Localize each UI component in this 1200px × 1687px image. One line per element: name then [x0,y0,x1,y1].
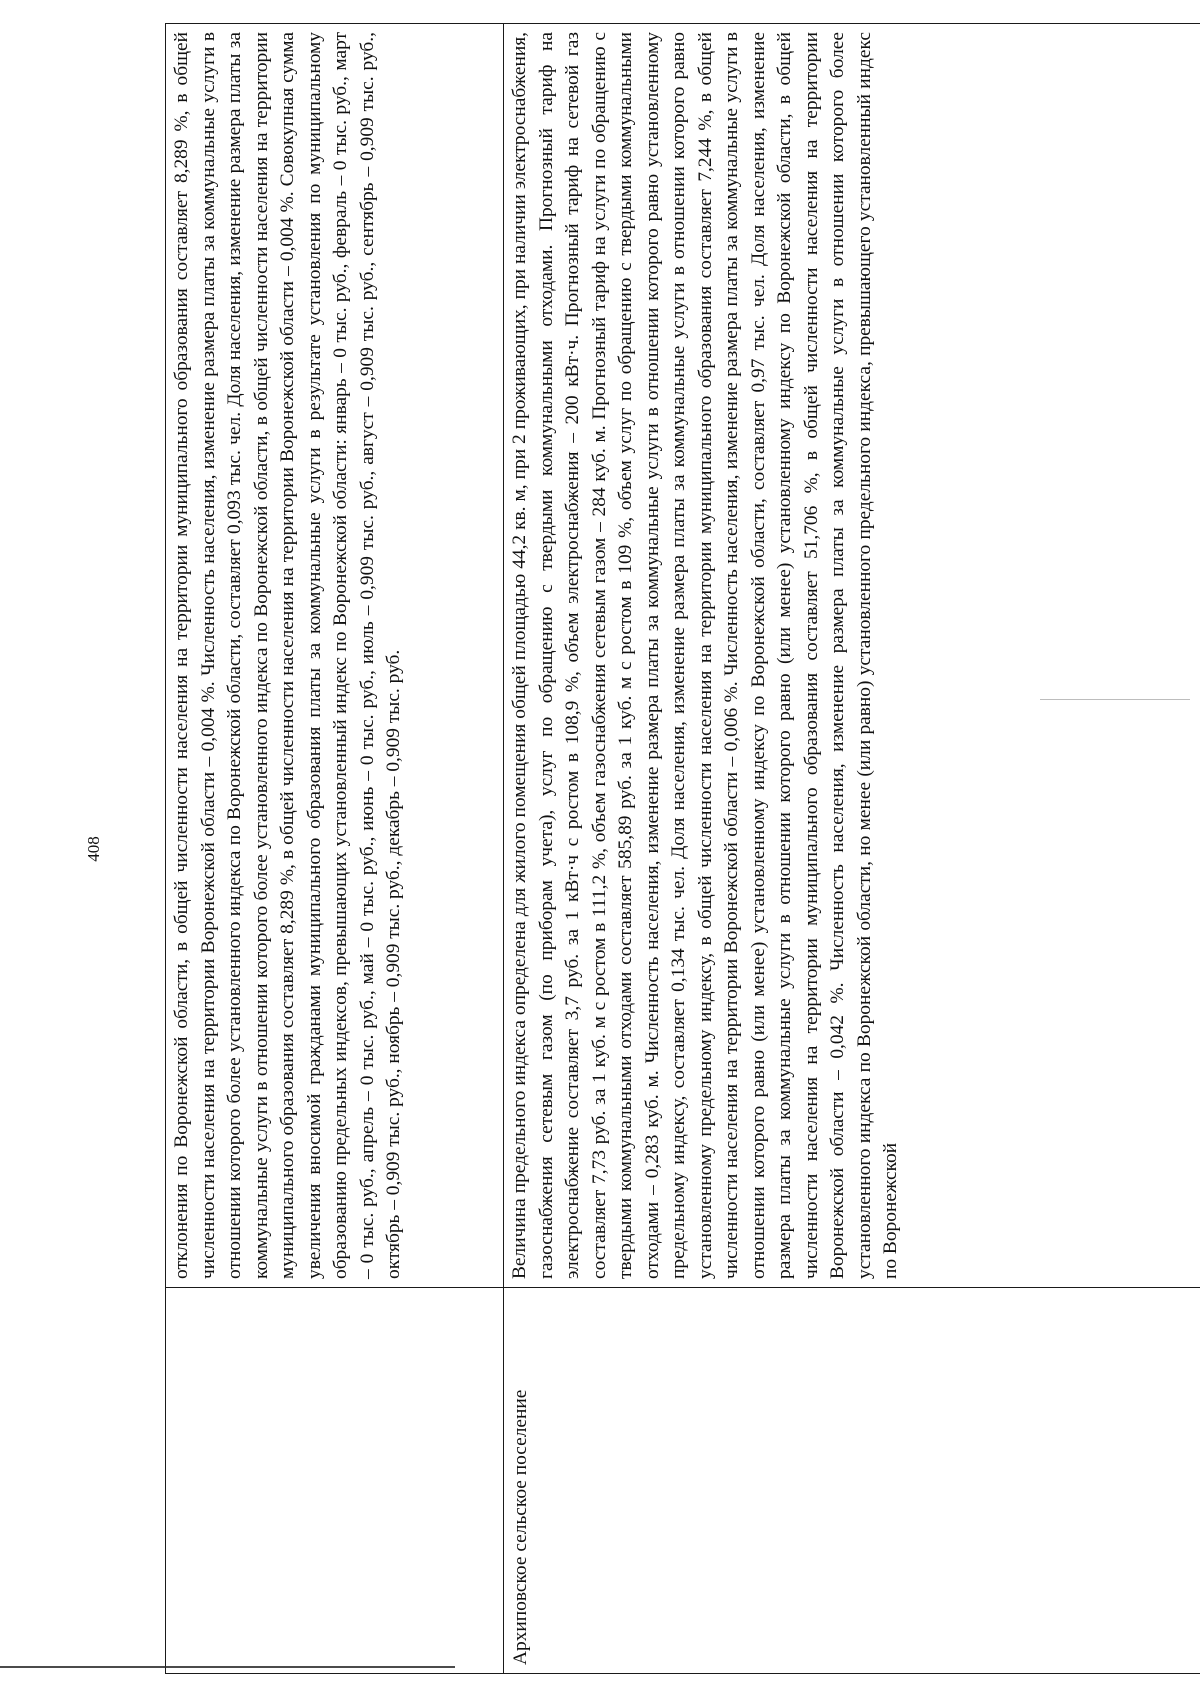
description-cell: отклонения по Воронежской области, в общей численности населения на территории муниципального образования составляет 8,289 %, в общей численности населения на территории Воронежской области – 0,004 %. Численность населения, изменение размера платы за коммунальные услуги в отношении которого более установленного индекса по Воронежской области, составляет 0,093 тыс. чел. Доля населения, изменение размера платы за коммунальные услуги в отношении которого более установленного индекса по Воронежской области, в общей численности населения на территории муниципального образования составляет 8,289 %, в общей численности населения на территории Воронежской области – 0,004 %. Совокупная сумма увеличения вносимой гражданами муниципального образования платы за коммунальные услуги в результате установления по муниципальному образованию предельных индексов, превышающих установленный индекс по Воронежской области: январь – 0 тыс. руб., февраль – 0 тыс. руб., март – 0 тыс. руб., апрель – 0 тыс. руб., май – 0 тыс. руб., июнь – 0 тыс. руб., июль – 0,909 тыс. руб., август – 0,909 тыс. руб., сентябрь – 0,909 тыс. руб., октябрь – 0,909 тыс. руб., ноябрь – 0,909 тыс. руб., декабрь – 0,909 тыс. руб. [166,24,504,1288]
municipality-name-cell: Архиповское сельское поселение [504,1288,1200,1674]
table-row [166,24,504,1674]
municipality-name-cell [166,1288,504,1674]
scan-artifact-line [1040,699,1190,700]
document-table [165,23,1200,1674]
table-row [504,24,1200,1674]
scan-edge-line [0,1666,455,1668]
page-number: 408 [84,836,103,862]
description-cell: Величина предельного индекса определена для жилого помещения общей площадью 44,2 кв. м, при 2 проживающих, при наличии электроснабжения, газоснабжения сетевым газом (по приборам учета), услуг по обращению с твердыми коммунальными отходами. Прогнозный тариф на электроснабжение составляет 3,7 руб. за 1 кВт·ч с ростом в 108,9 %, объем электроснабжения – 200 кВт·ч. Прогнозный тариф на сетевой газ составляет 7,73 руб. за 1 куб. м с ростом в 111,2 %, объем газоснабжения сетевым газом – 284 куб. м. Прогнозный тариф на услуги по обращению с твердыми коммунальными отходами составляет 585,89 руб. за 1 куб. м с ростом в 109 %, объем услуг по обращению с твердыми коммунальными отходами – 0,283 куб. м. Численность населения, изменение размера платы за коммунальные услуги в отношении которого равно установленному предельному индексу, составляет 0,134 тыс. чел. Доля населения, изменение размера платы за коммунальные услуги в отношении которого равно установленному предельному индексу, в общей численности населения на территории муниципального образования составляет 7,244 %, в общей численности населения на территории Воронежской области – 0,006 %. Численность населения, изменение размера платы за коммунальные услуги в отношении которого равно (или менее) установленному индексу по Воронежской области, составляет 0,97 тыс. чел. Доля населения, изменение размера платы за коммунальные услуги в отношении которого равно (или менее) установленному индексу по Воронежской области, в общей численности населения на территории муниципального образования составляет 51,706 %, в общей численности населения на территории Воронежской области – 0,042 %. Численность населения, изменение размера платы за коммунальные услуги в отношении которого более установленного индекса по Воронежской области, но менее (или равно) установленного предельного индекса, превышающего установленный индекс по Воронежской [504,24,1200,1288]
